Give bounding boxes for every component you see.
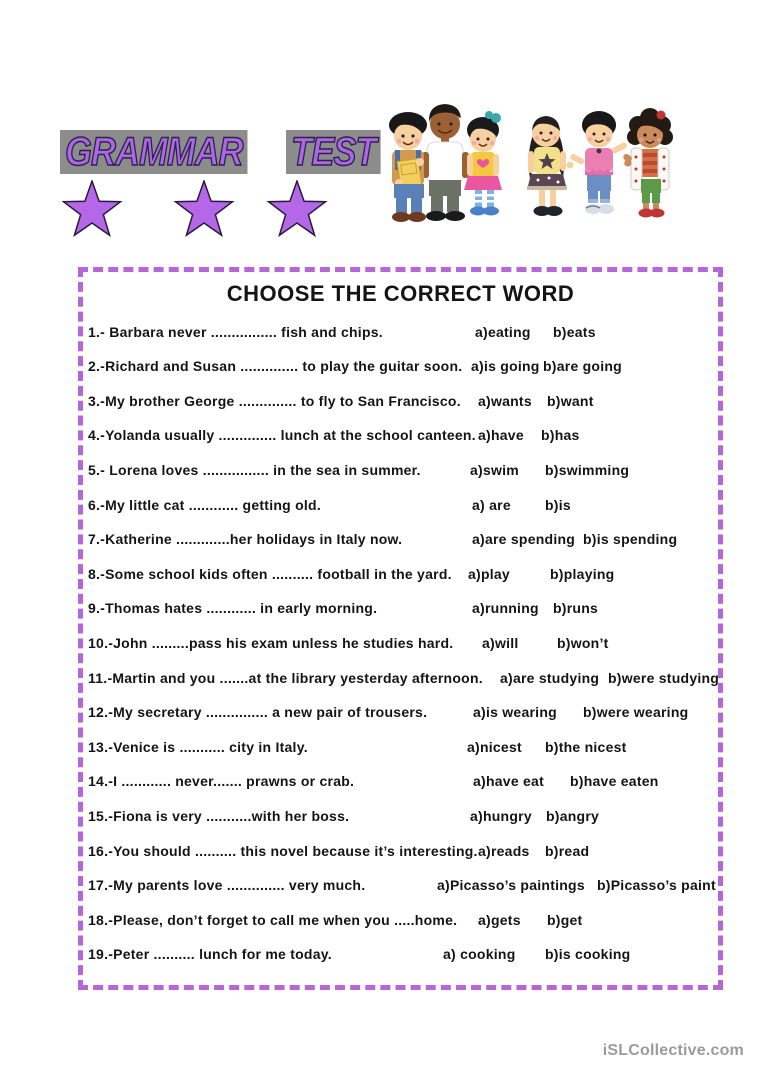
question-text: 19.-Peter .......... lunch for me today. (88, 946, 332, 962)
option-b: b)read (545, 843, 590, 859)
option-b: b)swimming (545, 462, 630, 478)
question-text: 13.-Venice is ........... city in Italy. (88, 739, 308, 755)
question-row-15 (88, 808, 728, 828)
option-b: b)want (547, 393, 594, 409)
question-text: 5.- Lorena loves ................ in the sea in summer. (88, 462, 421, 478)
question-row-1 (88, 324, 728, 344)
question-row-2 (88, 358, 728, 378)
star-icon (64, 181, 121, 235)
question-text: 18.-Please, don’t forget to call me when you .....home. (88, 912, 458, 928)
option-a: a)nicest (467, 739, 522, 755)
question-row-19 (88, 946, 728, 966)
option-b: b)were wearing (583, 704, 689, 720)
star-icon-row (62, 180, 332, 240)
question-row-16 (88, 843, 728, 863)
question-row-13 (88, 739, 728, 759)
question-text: 6.-My little cat ............ getting old. (88, 497, 321, 513)
option-b: b)playing (550, 566, 615, 582)
question-text: 3.-My brother George .............. to fly to San Francisco. (88, 393, 461, 409)
question-text: 11.-Martin and you .......at the library yesterday afternoon. (88, 670, 483, 686)
option-a: a)gets (478, 912, 521, 928)
worksheet-heading: CHOOSE THE CORRECT WORD (226, 281, 575, 306)
option-a: a)have (478, 427, 524, 443)
question-row-5 (88, 462, 728, 482)
question-row-3 (88, 393, 728, 413)
question-text: 8.-Some school kids often .......... football in the yard. (88, 566, 452, 582)
question-text: 1.- Barbara never ................ fish and chips. (88, 324, 383, 340)
option-b: b)the nicest (545, 739, 627, 755)
question-text: 9.-Thomas hates ............ in early morning. (88, 600, 378, 616)
option-b: b)won’t (557, 635, 609, 651)
option-b: b)has (541, 427, 580, 443)
question-row-11 (88, 670, 728, 690)
option-a: a)wants (478, 393, 532, 409)
children-clipart-right (518, 101, 680, 231)
option-a: a)eating (475, 324, 531, 340)
question-row-17 (88, 877, 728, 897)
option-a: a)is wearing (473, 704, 557, 720)
question-row-14 (88, 773, 728, 793)
question-text: 7.-Katherine .............her holidays in Italy now. (88, 531, 403, 547)
question-text: 4.-Yolanda usually .............. lunch at the school canteen. (88, 427, 476, 443)
option-a: a)play (468, 566, 510, 582)
option-a: a)reads (478, 843, 530, 859)
title-word-grammar: GRAMMAR (60, 130, 248, 174)
option-a: a)hungry (470, 808, 532, 824)
option-b: b)is cooking (545, 946, 631, 962)
option-b: b)have eaten (570, 773, 659, 789)
question-row-7 (88, 531, 728, 551)
question-row-6 (88, 497, 728, 517)
question-row-18 (88, 912, 728, 932)
option-a: a) cooking (443, 946, 516, 962)
question-text: 15.-Fiona is very ...........with her boss. (88, 808, 350, 824)
option-a: a)running (472, 600, 539, 616)
option-b: b)Picasso’s paint (597, 877, 716, 893)
option-a: a)Picasso’s paintings (437, 877, 585, 893)
question-text: 12.-My secretary ............... a new pair of trousers. (88, 704, 428, 720)
option-b: b)is spending (583, 531, 678, 547)
page-title (60, 130, 405, 174)
question-row-10 (88, 635, 728, 655)
option-a: a)are studying (500, 670, 600, 686)
option-b: b)angry (546, 808, 600, 824)
option-a: a)is going (471, 358, 540, 374)
question-text: 10.-John .........pass his exam unless he studies hard. (88, 635, 454, 651)
option-a: a) are (472, 497, 511, 513)
question-text: 16.-You should .......... this novel because it’s interesting. (88, 843, 478, 859)
option-b: b)are going (543, 358, 622, 374)
question-row-12 (88, 704, 728, 724)
option-a: a)will (482, 635, 519, 651)
option-b: b)is (545, 497, 571, 513)
star-icon (269, 181, 326, 235)
question-row-4 (88, 427, 728, 447)
question-text: 14.-I ............ never....... prawns or crab. (88, 773, 355, 789)
option-a: a)have eat (473, 773, 544, 789)
option-b: b)eats (553, 324, 596, 340)
option-b: b)get (547, 912, 583, 928)
option-b: b)were studying (608, 670, 720, 686)
option-b: b)runs (553, 600, 599, 616)
question-row-8 (88, 566, 728, 586)
islcollective-watermark: iSLCollective.com (602, 1042, 744, 1059)
question-row-9 (88, 600, 728, 620)
star-icon (176, 181, 233, 235)
question-text: 17.-My parents love .............. very much. (88, 877, 366, 893)
option-a: a)are spending (472, 531, 576, 547)
title-word-test: TEST (286, 130, 381, 174)
option-a: a)swim (470, 462, 519, 478)
question-text: 2.-Richard and Susan .............. to play the guitar soon. (88, 358, 463, 374)
children-clipart-left (378, 96, 513, 228)
